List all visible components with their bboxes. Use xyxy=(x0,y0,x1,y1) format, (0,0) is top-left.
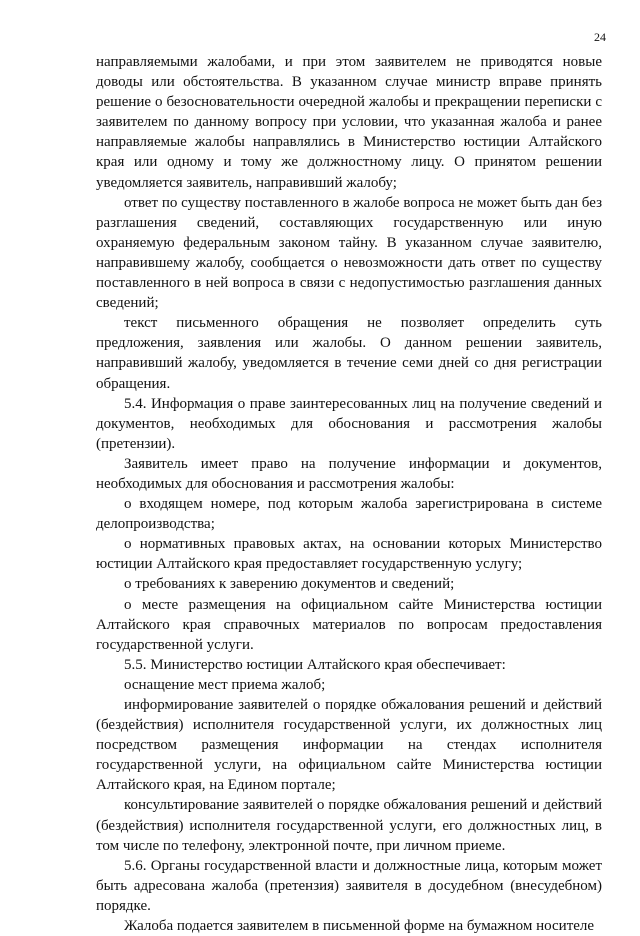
list-item: оснащение мест приема жалоб; xyxy=(124,676,326,693)
list-item: о месте размещения на официальном сайте Министерства юстиции Алтайского края справочных материалов по вопросам предоставления государственной услуги. xyxy=(96,596,602,653)
list-item: о нормативных правовых актах, на основании которых Министерство юстиции Алтайского края предоставляет государственную услугу; xyxy=(96,536,602,573)
section-heading-5-6: 5.6. Органы государственной власти и должностные лица, которым может быть адресована жалоба (претензия) заявителя в досудебном (внесудебном) порядке. xyxy=(96,857,602,914)
paragraph: текст письменного обращения не позволяет определить суть предложения, заявления или жалобы. О данном решении заявитель, направивший жалобу, уведомляется в течение семи дней со дня регистрации обращения. xyxy=(96,315,602,392)
paragraph: Заявитель имеет право на получение информации и документов, необходимых для обоснования и рассмотрения жалобы: xyxy=(96,455,602,492)
section-heading-5-5: 5.5. Министерство юстиции Алтайского края обеспечивает: xyxy=(124,656,506,673)
section-heading-5-4: 5.4. Информация о праве заинтересованных лиц на получение сведений и документов, необходимых для обоснования и рассмотрения жалобы (претензии). xyxy=(96,395,602,452)
document-body xyxy=(96,52,602,936)
list-item: информирование заявителей о порядке обжалования решений и действий (бездействия) исполнителя государственной услуги, их должностных лиц посредством размещения информации на стендах исполнителя государственной услуги, на официальном сайте Министерства юстиции Алтайского края, на Едином портале; xyxy=(96,697,602,794)
list-item: о входящем номере, под которым жалоба зарегистрирована в системе делопроизводства; xyxy=(96,496,602,533)
page-number: 24 xyxy=(594,30,606,44)
paragraph-continued: направляемыми жалобами, и при этом заявителем не приводятся новые доводы или обстоятельства. В указанном случае министр вправе принять решение о безосновательности очередной жалобы и прекращении переписки с заявителем по данному вопросу при условии, что указанная жалоба и ранее направляемые жалобы направлялись в Министерство юстиции Алтайского края или одному и тому же должностному лицу. О принятом решении уведомляется заявитель, направивший жалобу; xyxy=(96,54,602,191)
list-item: о требованиях к заверению документов и сведений; xyxy=(124,576,455,593)
list-item: консультирование заявителей о порядке обжалования решений и действий (бездействия) исполнителя государственной услуги, его должностных лиц, в том числе по телефону, электронной почте, при личном приеме. xyxy=(96,797,602,854)
paragraph: Жалоба подается заявителем в письменной форме на бумажном носителе xyxy=(124,918,595,935)
paragraph: ответ по существу поставленного в жалобе вопроса не может быть дан без разглашения сведений, составляющих государственную или иную охраняемую федеральным законом тайну. В указанном случае заявителю, направившему жалобу, сообщается о невозможности дать ответ по существу поставленного в ней вопроса в связи с недопустимостью разглашения данных сведений; xyxy=(96,194,602,312)
